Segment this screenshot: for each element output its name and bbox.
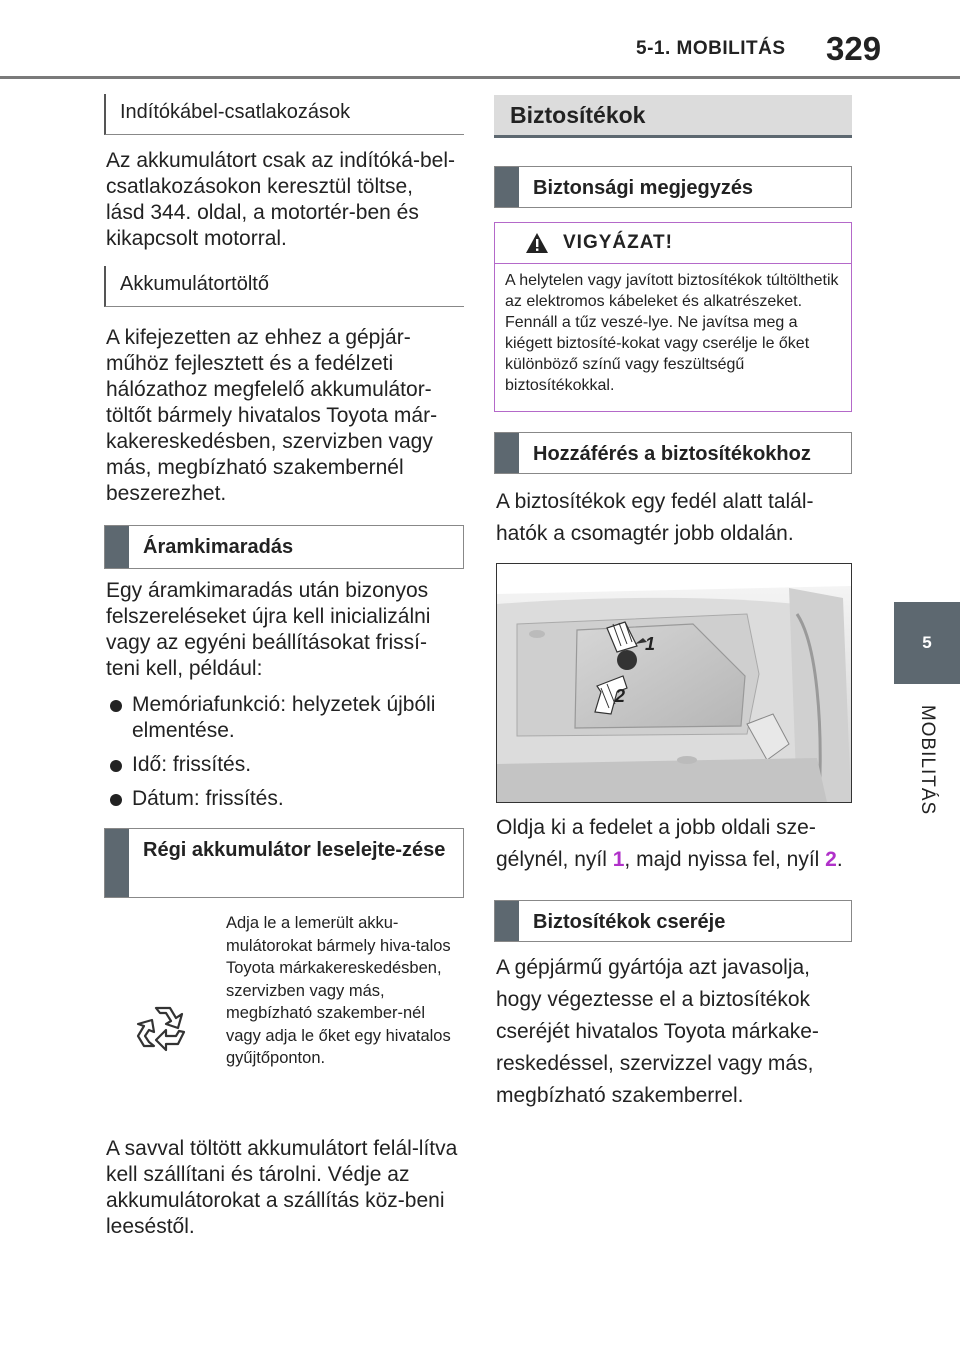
recycle-text: Adja le a lemerült akku-mulátorokat bármely hiva-talos Toyota márkakereskedésben, szervizben vagy más, megbízható szakember-nél vagy adja le őket egy hivatalos gyűjtőponton. <box>226 914 451 1067</box>
bullet-list <box>108 692 462 812</box>
caption-arrow-2: 2 <box>825 848 837 871</box>
warning-triangle-icon <box>525 232 549 254</box>
subsection-title-jumper-connections: Indítókábel-csatlakozások <box>104 94 464 135</box>
fuse-access-text: A biztosítékok egy fedél alatt talál-hatók a csomagtér jobb oldalán. <box>496 490 814 545</box>
caption-part-1: Oldja ki a fedelet a jobb oldali sze-gélynél, nyíl <box>496 816 816 871</box>
list-item: Dátum: frissítés. <box>108 786 462 812</box>
box-heading-fuse-replacement-text: Biztosítékok cseréje <box>533 911 726 933</box>
box-heading-battery-disposal-text: Régi akkumulátor leselejte-zése <box>143 839 446 861</box>
acid-battery-text: A savval töltött akkumulátort felál-lítva kell szállítani és tárolni. Védje az akkumulátorokat a szállítás köz-beni leeséstől. <box>106 1137 458 1238</box>
subsection-title-battery-charger: Akkumulátortöltő <box>104 266 464 307</box>
power-outage-intro: Egy áramkimaradás után bizonyos felszereléseket újra kell inicializálni vagy az egyéni beállításokat frissí-teni kell, például: <box>106 579 431 680</box>
section-title-fuses <box>494 95 852 138</box>
list-item: Idő: frissítés. <box>108 752 462 778</box>
battery-charger-text: A kifejezetten az ehhez a gépjár-műhöz fejlesztett és a fedélzeti hálózathoz megfelelő akkumulátor-töltőt bármely hivatalos Toyota már-kakereskedésben, szervizben vagy más, megbízható szakembernél beszerezhet. <box>106 326 438 505</box>
box-heading-power-outage <box>104 525 464 569</box>
caption-part-3: . <box>836 848 843 871</box>
illustration-caption <box>496 812 856 876</box>
chapter-tab-label-text: MOBILITÁS <box>917 704 939 816</box>
chapter-tab-number: 5 <box>894 602 960 684</box>
recycle-icon <box>136 1002 190 1054</box>
header-rule <box>0 76 960 79</box>
box-heading-safety-note <box>494 166 852 208</box>
warning-box <box>494 222 852 412</box>
caption-part-2: , majd nyissa fel, nyíl <box>624 848 826 871</box>
trunk-illustration-drawing <box>497 564 851 802</box>
warning-title: VIGYÁZAT! <box>563 232 673 253</box>
page-number: 329 <box>826 30 882 67</box>
callout-1: 1 <box>645 634 656 654</box>
warning-header <box>495 223 851 264</box>
caption-arrow-1: 1 <box>612 848 625 871</box>
box-heading-fuse-access <box>494 432 852 474</box>
list-item: Memóriafunkció: helyzetek újbóli elmentése. <box>108 692 462 744</box>
box-heading-safety-note-text: Biztonsági megjegyzés <box>533 177 754 199</box>
section-title-fuses-text: Biztosítékok <box>510 101 646 128</box>
trunk-illustration <box>496 563 852 803</box>
box-heading-fuse-access-text: Hozzáférés a biztosítékokhoz <box>533 443 811 465</box>
box-heading-power-outage-text: Áramkimaradás <box>143 536 294 558</box>
jumper-connections-text: Az akkumulátort csak az indítóká-bel-csatlakozásokon keresztül töltse, lásd 344. oldal, a motortér-ben és kikapcsolt motorral. <box>106 149 455 250</box>
box-heading-battery-disposal <box>104 828 464 898</box>
chapter-tab-label <box>894 690 960 830</box>
box-heading-fuse-replacement <box>494 900 852 942</box>
running-header-section: 5-1. MOBILITÁS <box>636 38 786 59</box>
callout-2: 2 <box>615 686 626 706</box>
warning-text: A helytelen vagy javított biztosítékok túltölthetik az elektromos kábeleket és alkatrészeket. Fennáll a tűz veszé-lye. Ne javítsa meg a kiégett biztosíté-kokat vagy cserélje le őket különböző színű vagy feszültségű biztosítékokkal. <box>505 272 839 394</box>
fuse-replacement-text: A gépjármű gyártója azt javasolja, hogy végeztesse el a biztosítékok cseréjét hivatalos Toyota márkake-reskedéssel, szervizzel vagy más, megbízható szakemberrel. <box>496 956 819 1107</box>
